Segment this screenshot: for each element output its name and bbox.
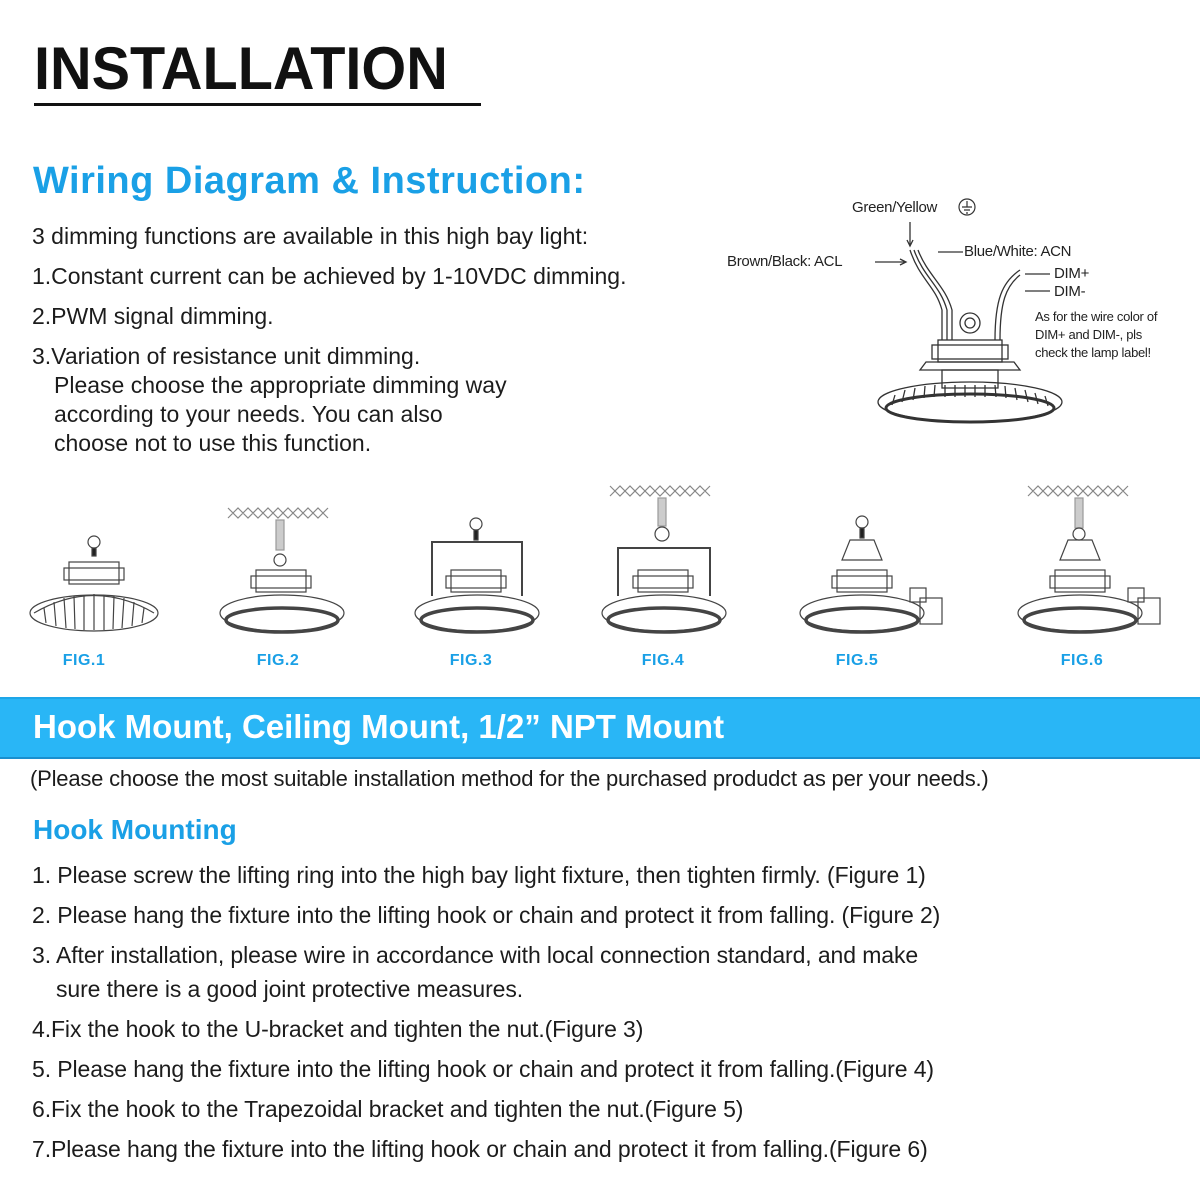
fixture-hook-icon (206, 478, 356, 648)
wire-label-live: Brown/Black: ACL (727, 253, 843, 270)
step-text: 5. Please hang the fixture into the lifting hook or chain and protect it from falling.(Figure 4) (32, 1056, 934, 1082)
fixture-trapezoid-icon (790, 478, 960, 648)
wiring-diagram (720, 190, 1200, 440)
step-item (32, 860, 1182, 890)
dimming-note-line: choose not to use this function. (54, 430, 372, 456)
dimming-note-line: Please choose the appropriate dimming way (54, 372, 507, 398)
page-title: INSTALLATION (34, 35, 448, 102)
ground-symbol-icon (959, 199, 975, 215)
fixture-ubracket-hook-icon (588, 478, 738, 648)
wiring-heading: Wiring Diagram & Instruction: (33, 160, 586, 202)
dimming-item: 2.PWM signal dimming. (32, 303, 274, 329)
step-text: 6.Fix the hook to the Trapezoidal bracket and tighten the nut.(Figure 5) (32, 1096, 744, 1122)
step-text: 7.Please hang the fixture into the lifting hook or chain and protect it from falling.(Figure 6) (32, 1136, 928, 1162)
step-continuation: sure there is a good joint protective measures. (56, 976, 524, 1002)
note-line: check the lamp label! (1035, 345, 1151, 360)
step-item (32, 1094, 1182, 1124)
figure-label: FIG.3 (449, 652, 493, 669)
step-text: 2. Please hang the fixture into the lifting hook or chain and protect it from falling. (Figure 2) (32, 902, 941, 928)
hook-mounting-heading: Hook Mounting (33, 814, 237, 845)
figure-2 (206, 478, 356, 678)
fixture-trapezoid-hook-icon (1010, 478, 1180, 648)
step-item (32, 1134, 1182, 1164)
wire-color-note (1035, 308, 1157, 362)
figure-label: FIG.6 (1060, 652, 1104, 669)
wire-label-ground: Green/Yellow (852, 199, 938, 216)
banner-title: Hook Mount, Ceiling Mount, 1/2” NPT Mount (33, 708, 725, 745)
note-line: As for the wire color of (1035, 309, 1158, 324)
step-item (32, 1014, 1182, 1044)
dimming-note-line: according to your needs. You can also (54, 401, 443, 427)
dimming-item: 3.Variation of resistance unit dimming. (32, 343, 421, 369)
step-text: 1. Please screw the lifting ring into the high bay light fixture, then tighten firmly. (Figure 1) (32, 862, 926, 888)
mounting-figures (0, 478, 1200, 688)
step-item (32, 900, 1182, 930)
dimming-intro: 3 dimming functions are available in this high bay light: (32, 223, 589, 249)
figure-1 (14, 478, 164, 678)
fixture-ring-icon (14, 478, 164, 648)
figure-label: FIG.1 (62, 652, 106, 669)
figure-4 (588, 478, 738, 678)
note-line: DIM+ and DIM-, pls (1035, 327, 1142, 342)
hook-mounting-steps (32, 860, 1182, 1174)
figure-label: FIG.4 (641, 652, 685, 669)
wire-label-dim-plus: DIM+ (1054, 265, 1090, 282)
dimming-functions-list (32, 222, 732, 458)
installation-note: (Please choose the most suitable installation method for the purchased produdct as per your needs.) (30, 766, 989, 791)
step-item (32, 1054, 1182, 1084)
dimming-item: 1.Constant current can be achieved by 1-10VDC dimming. (32, 263, 627, 289)
fixture-ubracket-icon (398, 478, 548, 648)
figure-label: FIG.2 (256, 652, 300, 669)
step-text: 3. After installation, please wire in accordance with local connection standard, and make (32, 942, 919, 968)
wire-label-dim-minus: DIM- (1054, 283, 1086, 300)
step-item (32, 940, 1182, 1004)
mount-types-banner (0, 697, 1200, 759)
figure-3 (398, 478, 548, 678)
figure-6 (1010, 478, 1180, 678)
step-text: 4.Fix the hook to the U-bracket and tighten the nut.(Figure 3) (32, 1016, 644, 1042)
figure-5 (790, 478, 960, 678)
figure-label: FIG.5 (835, 652, 879, 669)
wire-label-neutral: Blue/White: ACN (964, 243, 1072, 260)
title-underline (34, 103, 481, 106)
